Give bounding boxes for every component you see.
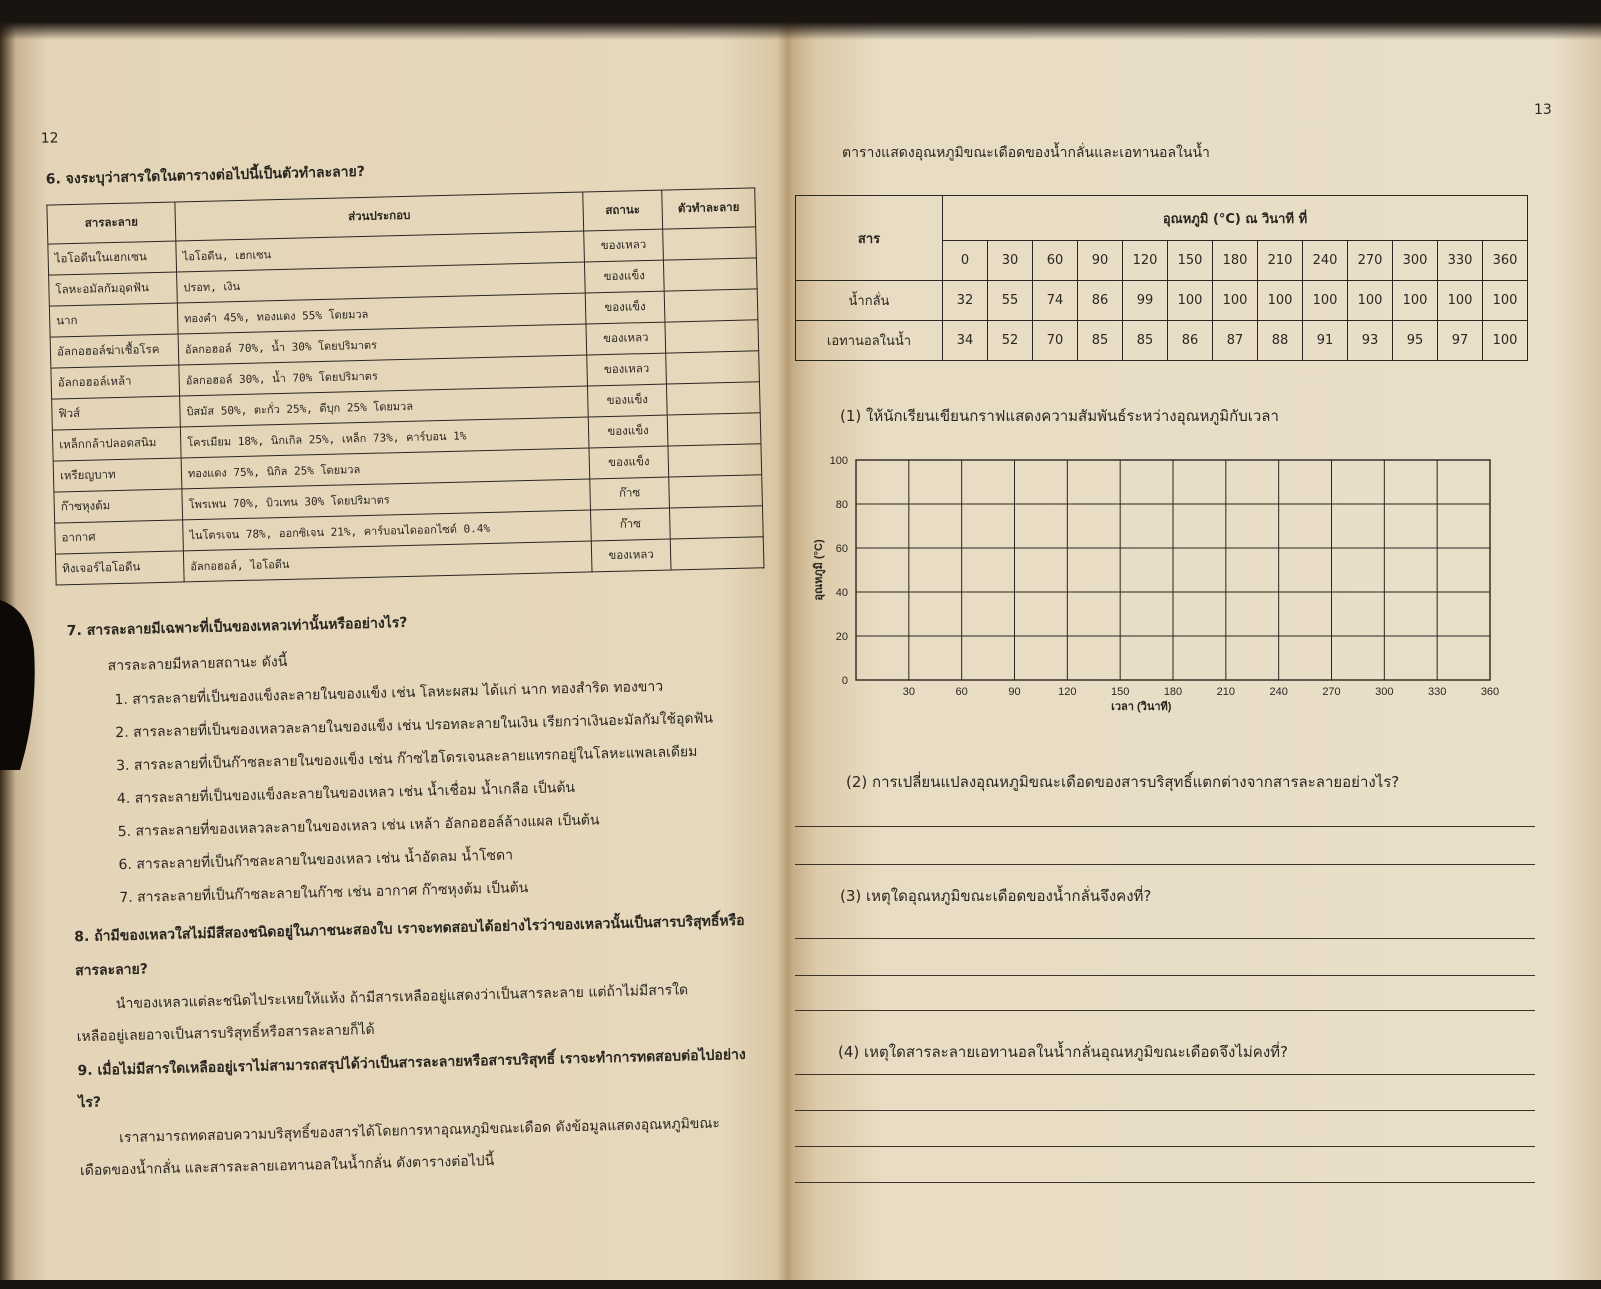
state: ของเหลว: [591, 539, 671, 572]
time-cell: 330: [1438, 241, 1483, 281]
solution-name: เหรียญบาท: [53, 458, 182, 492]
time-cell: 30: [988, 241, 1033, 281]
x-tick-label: 360: [1480, 686, 1500, 698]
question-9-title-1: 9. เมื่อไม่มีสารใดเหลืออยู่เราไม่สามารถสรุปได้ว่าเป็นสารละลายหรือสารบริสุทธิ์ เราจะทำการทดสอบต่อไปอย่าง: [77, 1046, 746, 1080]
question-8-answer-2: เหลืออยู่เลยอาจเป็นสารบริสุทธิ์หรือสารละลายก็ได้: [76, 1021, 375, 1046]
solution-name: ไอโอดีนในเฮกเซน: [48, 241, 177, 275]
header-solvent: ตัวทำละลาย: [662, 188, 756, 229]
composition: อัลกอฮอล์ 30%, น้ำ 70% โดยปริมาตร: [179, 355, 588, 396]
state: ของแข็ง: [588, 415, 668, 448]
x-tick-label: 150: [1110, 686, 1130, 698]
state: ของเหลว: [584, 229, 664, 262]
list-item: 1. สารละลายที่เป็นของแข็งละลายในของแข็ง เช่น โลหะผสม ได้แก่ นาก ทองสำริด ทองขาว: [114, 678, 664, 709]
temperature-cell: 34: [943, 321, 988, 361]
temperature-cell: 100: [1393, 281, 1438, 321]
answer-line: [795, 864, 1535, 865]
composition: ทองแดง 75%, นิกิล 25% โดยมวล: [181, 448, 590, 489]
solvent-answer-cell[interactable]: [669, 506, 763, 539]
solution-name: อัลกอฮอล์ฆ่าเชื้อโรค: [50, 334, 179, 368]
x-axis-label: เวลา (วินาที): [1111, 701, 1172, 713]
solution-name: อากาศ: [55, 520, 184, 554]
question-3: (3) เหตุใดอุณหภูมิขณะเดือดของน้ำกลั่นจึงคงที่?: [840, 887, 1152, 905]
temperature-cell: 95: [1393, 321, 1438, 361]
question-1: (1) ให้นักเรียนเขียนกราฟแสดงความสัมพันธ์ระหว่างอุณหภูมิกับเวลา: [840, 407, 1279, 425]
table-group-header-row: [796, 196, 1528, 241]
answer-line: [795, 1182, 1535, 1183]
composition: อัลกอฮอล์, ไอโอดีน: [183, 541, 592, 582]
temperature-cell: 100: [1483, 281, 1528, 321]
solution-name: ทิงเจอร์ไอโอดีน: [55, 551, 184, 585]
x-tick-label: 270: [1322, 686, 1341, 698]
state: ของแข็ง: [585, 291, 665, 324]
x-tick-label: 90: [1008, 686, 1021, 698]
temperature-cell: 70: [1033, 321, 1078, 361]
temperature-cell: 91: [1303, 321, 1348, 361]
solvent-answer-cell[interactable]: [663, 258, 757, 291]
solvent-answer-cell[interactable]: [666, 382, 760, 415]
solvent-answer-cell[interactable]: [663, 227, 757, 260]
x-tick-label: 300: [1375, 686, 1394, 698]
temperature-cell: 93: [1348, 321, 1393, 361]
temperature-cell: 74: [1033, 281, 1078, 321]
solution-name: อัลกอฮอล์เหล้า: [51, 365, 180, 399]
solvent-answer-cell[interactable]: [664, 289, 758, 322]
x-tick-label: 330: [1427, 686, 1447, 698]
temperature-cell: 100: [1213, 281, 1258, 321]
composition: ทองคำ 45%, ทองแดง 55% โดยมวล: [177, 293, 586, 334]
x-tick-label: 210: [1216, 686, 1236, 698]
temperature-cell: 87: [1213, 321, 1258, 361]
temperature-cell: 86: [1078, 281, 1123, 321]
time-cell: 240: [1303, 241, 1348, 281]
solvent-answer-cell[interactable]: [669, 475, 763, 508]
answer-line: [795, 938, 1535, 939]
question-7-title: 7. สารละลายมีเฉพาะที่เป็นของเหลวเท่านั้นหรืออย่างไร?: [66, 614, 408, 640]
table-row: [796, 281, 1528, 321]
x-tick-label: 30: [902, 686, 915, 698]
temperature-cell: 100: [1348, 281, 1393, 321]
temperature-cell: 100: [1303, 281, 1348, 321]
temperature-cell: 32: [943, 281, 988, 321]
y-tick-label: 100: [829, 455, 848, 467]
time-cell: 300: [1393, 241, 1438, 281]
answer-line: [795, 1074, 1535, 1075]
question-9-title-2: ไร?: [78, 1094, 102, 1112]
solvent-answer-cell[interactable]: [666, 351, 760, 384]
temperature-cell: 86: [1168, 321, 1213, 361]
list-item: 2. สารละลายที่เป็นของเหลวละลายในของแข็ง เช่น ปรอทละลายในเงิน เรียกว่าเงินอะมัลกัมใช้อุดฟัน: [115, 710, 714, 742]
solvent-answer-cell[interactable]: [670, 537, 764, 570]
x-tick-label: 120: [1058, 686, 1077, 698]
header-state: สถานะ: [583, 190, 663, 231]
answer-line: [795, 1146, 1535, 1147]
solution-name: โลหะอมัลกัมอุดฟัน: [49, 272, 178, 306]
page-number: 13: [1534, 102, 1552, 118]
question-8-title-1: 8. ถ้ามีของเหลวใสไม่มีสีสองชนิดอยู่ในภาชนะสองใบ เราจะทดสอบได้อย่างไรว่าของเหลวนั้นเป็นสารบริสุทธิ์หรือ: [74, 912, 745, 946]
question-9-answer-2: เดือดของน้ำกลั่น และสารละลายเอทานอลในน้ำกลั่น ดังตารางต่อไปนี้: [79, 1153, 495, 1180]
time-cell: 360: [1483, 241, 1528, 281]
temperature-cell: 85: [1123, 321, 1168, 361]
question-8-title-2: สารละลาย?: [74, 961, 149, 980]
temperature-cell: 100: [1168, 281, 1213, 321]
page-number: 12: [40, 130, 59, 147]
x-tick-label: 60: [955, 686, 968, 698]
table-row: [796, 321, 1528, 361]
answer-line: [795, 1010, 1535, 1011]
header-composition: ส่วนประกอบ: [175, 192, 584, 241]
y-tick-label: 20: [835, 631, 848, 643]
substance-name: เอทานอลในน้ำ: [796, 321, 943, 361]
temperature-cell: 100: [1483, 321, 1528, 361]
right-page: [790, 0, 1560, 1280]
x-tick-label: 240: [1269, 686, 1288, 698]
time-cell: 180: [1213, 241, 1258, 281]
time-cell: 60: [1033, 241, 1078, 281]
answer-line: [795, 975, 1535, 976]
composition: บิสมัส 50%, ตะกั่ว 25%, ดีบุก 25% โดยมวล: [180, 386, 589, 427]
solvent-answer-cell[interactable]: [668, 444, 762, 477]
composition: โพรเพน 70%, บิวเทน 30% โดยปริมาตร: [182, 479, 591, 520]
solution-table: [46, 187, 764, 585]
temperature-cell: 52: [988, 321, 1033, 361]
state: ของเหลว: [586, 322, 666, 355]
x-tick-label: 180: [1163, 686, 1183, 698]
table-title: ตารางแสดงอุณหภูมิขณะเดือดของน้ำกลั่นและเอทานอลในน้ำ: [842, 145, 1210, 161]
state: ก๊าซ: [590, 477, 670, 510]
list-item: 6. สารละลายที่เป็นก๊าซละลายในของเหลว เช่น น้ำอัดลม น้ำโซดา: [118, 847, 514, 874]
y-tick-label: 0: [841, 675, 848, 687]
temperature-cell: 100: [1258, 281, 1303, 321]
empty-graph-grid: [808, 452, 1543, 727]
state: ของแข็ง: [584, 260, 664, 293]
composition: โครเมียม 18%, นิกเกิล 25%, เหล็ก 73%, คาร์บอน 1%: [180, 417, 589, 458]
list-item: 7. สารละลายที่เป็นก๊าซละลายในก๊าซ เช่น อากาศ ก๊าซหุงต้ม เป็นต้น: [119, 880, 529, 907]
question-4: (4) เหตุใดสารละลายเอทานอลในน้ำกลั่นอุณหภูมิขณะเดือดจึงไม่คงที่?: [838, 1043, 1288, 1061]
answer-line: [795, 826, 1535, 827]
composition: ปรอท, เงิน: [177, 262, 586, 303]
solution-name: นาก: [49, 303, 178, 337]
solution-name: เหล็กกล้าปลอดสนิม: [52, 427, 181, 461]
solution-name: ฟิวส์: [52, 396, 181, 430]
binder-clip-shadow: [0, 600, 40, 770]
time-cell: 90: [1078, 241, 1123, 281]
temperature-cell: 97: [1438, 321, 1483, 361]
header-substance: สาร: [796, 196, 943, 281]
composition: ไอโอดีน, เฮกเซน: [176, 231, 585, 272]
boiling-temperature-table: [795, 195, 1528, 361]
question-2: (2) การเปลี่ยนแปลงอุณหภูมิขณะเดือดของสารบริสุทธิ์แตกต่างจากสารละลายอย่างไร?: [846, 773, 1400, 791]
state: ของแข็ง: [587, 384, 667, 417]
temperature-cell: 99: [1123, 281, 1168, 321]
composition: ไนโตรเจน 78%, ออกซิเจน 21%, คาร์บอนไดออกไซด์ 0.4%: [183, 510, 592, 551]
time-cell: 270: [1348, 241, 1393, 281]
header-solution: สารละลาย: [47, 202, 176, 244]
list-item: 5. สารละลายที่ของเหลวละลายในของเหลว เช่น เหล้า อัลกอฮอล์ล้างแผล เป็นต้น: [117, 812, 600, 841]
y-tick-label: 80: [835, 499, 848, 511]
left-page: [28, 0, 789, 1289]
list-item: 4. สารละลายที่เป็นของแข็งละลายในของเหลว เช่น น้ำเชื่อม น้ำเกลือ เป็นต้น: [116, 779, 576, 808]
question-8-answer-1: นำของเหลวแต่ละชนิดไประเหยให้แห้ง ถ้ามีสารเหลืออยู่แสดงว่าเป็นสารละลาย แต่ถ้าไม่มีสารใด: [115, 982, 689, 1013]
state: ของแข็ง: [589, 446, 669, 479]
temperature-cell: 88: [1258, 321, 1303, 361]
y-tick-label: 60: [835, 543, 848, 555]
time-cell: 120: [1123, 241, 1168, 281]
state: ของเหลว: [587, 353, 667, 386]
state: ก๊าซ: [591, 508, 671, 541]
question-6-title: 6. จงระบุว่าสารใดในตารางต่อไปนี้เป็นตัวทำละลาย?: [45, 163, 366, 188]
header-temperature-at-second: อุณหภูมิ (°C) ณ วินาที ที่: [943, 196, 1528, 241]
time-cell: 0: [943, 241, 988, 281]
composition: อัลกอฮอล์ 70%, น้ำ 30% โดยปริมาตร: [178, 324, 587, 365]
temperature-cell: 85: [1078, 321, 1123, 361]
solution-name: ก๊าซหุงต้ม: [54, 489, 183, 523]
time-cell: 150: [1168, 241, 1213, 281]
temperature-cell: 100: [1438, 281, 1483, 321]
question-9-answer-1: เราสามารถทดสอบความบริสุทธิ์ของสารได้โดยการหาอุณหภูมิขณะเดือด ดังข้อมูลแสดงอุณหภูมิขณะ: [119, 1115, 721, 1147]
solvent-answer-cell[interactable]: [667, 413, 761, 446]
answer-line: [795, 1110, 1535, 1111]
time-cell: 210: [1258, 241, 1303, 281]
question-7-intro: สารละลายมีหลายสถานะ ดังนี้: [107, 653, 288, 675]
y-axis-label: อุณหภูมิ (°C): [813, 539, 825, 601]
solvent-answer-cell[interactable]: [665, 320, 759, 353]
temperature-cell: 55: [988, 281, 1033, 321]
list-item: 3. สารละลายที่เป็นก๊าซละลายในของแข็ง เช่น ก๊าซไฮโดรเจนละลายแทรกอยู่ในโลหะแพลเลเดียม: [115, 743, 698, 775]
y-tick-label: 40: [835, 587, 848, 599]
substance-name: น้ำกลั่น: [796, 281, 943, 321]
